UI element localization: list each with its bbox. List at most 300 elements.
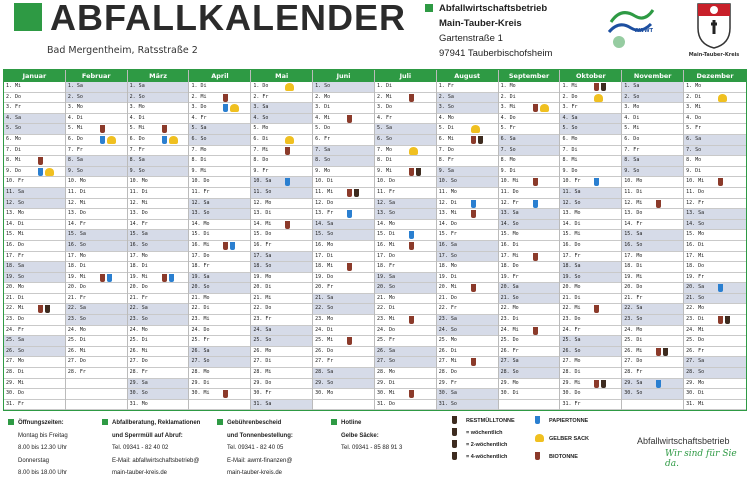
day-label: 11. Mi xyxy=(315,188,334,195)
day-label: 2. So xyxy=(129,93,145,100)
day-cell xyxy=(560,114,621,125)
day-label: 20. Sa xyxy=(686,284,705,291)
day-label: 23. Mi xyxy=(191,316,210,323)
day-label: 10. Mi xyxy=(686,178,705,185)
day-label: 9. Mi xyxy=(191,167,207,174)
day-label: 23. So xyxy=(129,316,148,323)
day-cell xyxy=(189,230,250,241)
day-cell xyxy=(437,389,498,400)
day-cell xyxy=(66,304,127,315)
day-cell xyxy=(375,167,436,178)
day-cell xyxy=(66,103,127,114)
day-label: 12. Do xyxy=(315,199,334,206)
day-label: 12. Di xyxy=(438,199,457,206)
day-cell xyxy=(375,146,436,157)
month-header: August xyxy=(437,70,498,82)
day-cell xyxy=(4,177,65,188)
day-cell xyxy=(128,336,189,347)
day-cell xyxy=(4,357,65,368)
day-cell xyxy=(684,347,746,358)
yellow-sack-icon xyxy=(45,168,54,176)
yellow-sack-icon xyxy=(107,136,116,144)
day-cell xyxy=(684,379,746,390)
day-cell xyxy=(313,315,374,326)
day-label: 11. Fr xyxy=(376,188,396,195)
month-column xyxy=(4,70,66,410)
day-label: 4. Di xyxy=(67,114,83,121)
day-cell xyxy=(128,124,189,135)
fees-email[interactable]: E-Mail: awmt-finanzen@ xyxy=(227,457,293,464)
day-label: 23. Di xyxy=(686,316,705,323)
day-label: 21. Sa xyxy=(315,294,334,301)
month-header: Februar xyxy=(66,70,127,82)
day-label: 18. Di xyxy=(129,263,148,270)
day-cell xyxy=(4,389,65,400)
day-cell xyxy=(622,379,683,390)
day-cell xyxy=(66,241,127,252)
day-label: 19. Fr xyxy=(500,273,519,280)
day-cell xyxy=(4,273,65,284)
day-cell xyxy=(313,283,374,294)
day-cell xyxy=(437,347,498,358)
day-label: 21. Di xyxy=(6,294,25,301)
legend-4weekly xyxy=(452,451,515,463)
day-label: 12. Mi xyxy=(129,199,148,206)
day-label: 15. Sa xyxy=(624,231,643,238)
restmuell-bin-icon xyxy=(452,416,457,424)
day-label: 16. So xyxy=(624,241,643,248)
day-cell xyxy=(251,400,312,411)
day-cell xyxy=(251,188,312,199)
crest-shield-icon xyxy=(694,2,734,50)
day-cell xyxy=(4,124,65,135)
day-cell xyxy=(375,336,436,347)
day-label: 16. Do xyxy=(562,241,581,248)
day-label: 22. Di xyxy=(376,305,396,312)
day-cell xyxy=(684,114,746,125)
day-cell xyxy=(189,326,250,337)
advice-email[interactable]: E-Mail: abfallwirtschaftsbetrieb@ xyxy=(112,457,200,464)
day-cell xyxy=(128,400,189,411)
day-label: 23. Sa xyxy=(438,316,457,323)
day-cell xyxy=(313,304,374,315)
day-label: 11. Do xyxy=(500,188,519,195)
day-cell xyxy=(437,241,498,252)
day-label: 27. Di xyxy=(253,358,272,365)
day-label: 6. Do xyxy=(129,135,145,142)
day-label: 22. Di xyxy=(191,305,210,312)
day-cell xyxy=(499,220,560,231)
day-cell xyxy=(128,230,189,241)
empty-cell xyxy=(66,400,127,410)
day-cell xyxy=(499,357,560,368)
day-label: 24. Do xyxy=(376,326,396,333)
day-label: 19. So xyxy=(6,273,25,280)
fees-email-domain[interactable]: main-tauber-kreis.de xyxy=(227,470,283,476)
day-cell xyxy=(4,294,65,305)
day-label: 11. Di xyxy=(67,188,86,195)
day-cell xyxy=(189,315,250,326)
day-label: 31. So xyxy=(438,400,457,407)
bio-bin-icon xyxy=(100,125,105,133)
day-label: 13. So xyxy=(376,210,396,217)
day-cell xyxy=(313,114,374,125)
advice-line: und Sperrmüll auf Abruf: xyxy=(112,432,183,439)
day-cell xyxy=(4,347,65,358)
day-cell xyxy=(189,209,250,220)
day-cell xyxy=(128,177,189,188)
day-cell xyxy=(499,389,560,400)
day-label: 15. Di xyxy=(376,231,396,238)
day-cell xyxy=(684,209,746,220)
day-label: 2. Mi xyxy=(191,93,207,100)
hotline-phone[interactable]: Tel. 09341 - 85 88 91 3 xyxy=(341,445,403,451)
day-cell xyxy=(66,283,127,294)
day-cell xyxy=(128,389,189,400)
day-cell xyxy=(4,315,65,326)
day-label: 8. Fr xyxy=(438,157,454,164)
day-cell xyxy=(560,368,621,379)
bio-bin-icon xyxy=(409,168,414,176)
day-cell xyxy=(313,230,374,241)
day-cell xyxy=(622,220,683,231)
empty-cell xyxy=(66,389,127,399)
paper-bin-icon xyxy=(656,380,661,388)
bio-bin-icon xyxy=(594,305,599,313)
day-cell xyxy=(66,199,127,210)
day-label: 14. So xyxy=(686,220,705,227)
day-cell xyxy=(251,389,312,400)
day-cell xyxy=(66,368,127,379)
day-label: 28. Di xyxy=(6,369,25,376)
day-label: 17. Mo xyxy=(67,252,86,259)
day-label: 7. So xyxy=(500,146,516,153)
bio-bin-icon xyxy=(285,221,290,229)
day-label: 15. Fr xyxy=(438,231,457,238)
day-label: 17. Mo xyxy=(624,252,643,259)
day-cell xyxy=(437,357,498,368)
hotline-square-icon xyxy=(331,419,337,425)
fees-contact xyxy=(227,417,293,480)
day-label: 17. Do xyxy=(191,252,210,259)
day-cell xyxy=(4,252,65,263)
day-label: 6. Mo xyxy=(6,135,22,142)
day-cell xyxy=(251,156,312,167)
day-label: 2. Do xyxy=(6,93,22,100)
organization-address xyxy=(425,1,595,61)
day-cell xyxy=(375,326,436,337)
month-header: März xyxy=(128,70,189,82)
day-label: 19. Mi xyxy=(67,273,86,280)
day-cell xyxy=(66,294,127,305)
day-cell xyxy=(560,82,621,93)
day-label: 21. Fr xyxy=(129,294,148,301)
day-cell xyxy=(622,146,683,157)
day-label: 3. Do xyxy=(191,104,207,111)
bio-bin-icon xyxy=(471,358,476,366)
day-cell xyxy=(66,156,127,167)
day-label: 3. Mo xyxy=(67,104,83,111)
day-label: 21. Mo xyxy=(376,294,396,301)
org-square-icon xyxy=(425,4,433,12)
day-label: 30. Mo xyxy=(315,390,334,397)
yellow-sack-icon xyxy=(594,94,603,102)
day-cell xyxy=(560,177,621,188)
day-label: 24. Sa xyxy=(253,326,272,333)
day-cell xyxy=(375,347,436,358)
hotline-contact xyxy=(341,417,402,455)
day-cell xyxy=(622,304,683,315)
advice-phone[interactable]: Tel. 09341 - 82 40 02 xyxy=(112,445,169,451)
day-label: 10. Mi xyxy=(500,178,519,185)
day-label: 3. Do xyxy=(376,104,393,111)
day-label: 2. Mi xyxy=(376,93,393,100)
day-label: 26. Di xyxy=(438,347,457,354)
bio-bin-icon xyxy=(718,316,723,324)
day-cell xyxy=(313,188,374,199)
day-cell xyxy=(189,167,250,178)
bio-bin-icon xyxy=(594,380,599,388)
day-cell xyxy=(622,336,683,347)
day-label: 20. So xyxy=(191,284,210,291)
day-cell xyxy=(189,82,250,93)
day-label: 5. Mi xyxy=(67,125,83,132)
day-label: 7. So xyxy=(686,146,702,153)
month-header: Januar xyxy=(4,70,65,82)
day-cell xyxy=(313,241,374,252)
day-label: 24. So xyxy=(438,326,457,333)
day-cell xyxy=(560,209,621,220)
day-cell xyxy=(66,220,127,231)
day-cell xyxy=(499,347,560,358)
day-cell xyxy=(622,252,683,263)
day-label: 1. Di xyxy=(376,83,393,89)
fees-phone[interactable]: Tel. 09341 - 82 40 05 xyxy=(227,445,284,451)
day-cell xyxy=(437,368,498,379)
day-label: 28. Sa xyxy=(315,369,334,376)
day-label: 10. Mo xyxy=(624,178,643,185)
day-cell xyxy=(499,167,560,178)
day-cell xyxy=(684,93,746,104)
paper-bin-icon xyxy=(285,178,290,186)
day-cell xyxy=(560,336,621,347)
org-city: 97941 Tauberbischofsheim xyxy=(439,48,553,59)
day-cell xyxy=(4,82,65,93)
day-label: 12. Fr xyxy=(500,199,519,206)
day-cell xyxy=(189,114,250,125)
day-cell xyxy=(189,199,250,210)
day-cell xyxy=(622,357,683,368)
day-cell xyxy=(437,220,498,231)
bio-bin-icon xyxy=(594,83,599,91)
day-label: 22. Mo xyxy=(686,305,705,312)
day-label: 6. Di xyxy=(253,135,269,142)
day-label: 30. Mi xyxy=(191,390,210,397)
day-cell xyxy=(560,124,621,135)
bio-bin-icon xyxy=(223,242,228,250)
month-header: Juni xyxy=(313,70,374,82)
day-label: 23. Fr xyxy=(253,316,272,323)
day-cell xyxy=(684,177,746,188)
day-label: 3. Fr xyxy=(562,104,578,111)
day-cell xyxy=(4,262,65,273)
day-label: 9. So xyxy=(129,167,145,174)
day-label: 12. Mi xyxy=(624,199,643,206)
day-label: 27. Mo xyxy=(6,358,25,365)
day-label: 7. Sa xyxy=(315,146,331,153)
day-label: 22. Mi xyxy=(562,305,581,312)
day-cell xyxy=(437,188,498,199)
day-label: 16. Sa xyxy=(438,241,457,248)
day-cell xyxy=(4,400,65,411)
hours-title: Öffnungszeiten: xyxy=(18,420,64,426)
day-label: 18. So xyxy=(253,263,272,270)
day-label: 3. Mi xyxy=(500,104,516,111)
awwt-label: AWWT xyxy=(635,28,654,34)
day-cell xyxy=(684,389,746,400)
day-label: 4. Fr xyxy=(191,114,207,121)
day-cell xyxy=(4,368,65,379)
bio-bin-icon xyxy=(347,189,352,197)
day-label: 3. Sa xyxy=(253,104,269,111)
day-cell xyxy=(66,347,127,358)
day-label: 14. Mi xyxy=(253,220,272,227)
day-cell xyxy=(375,114,436,125)
day-cell xyxy=(437,209,498,220)
day-label: 18. Do xyxy=(686,263,705,270)
legend-paper xyxy=(535,415,589,427)
legend-label: GELBER SACK xyxy=(549,436,590,442)
day-label: 25. Sa xyxy=(562,337,581,344)
day-cell xyxy=(375,304,436,315)
day-cell xyxy=(4,241,65,252)
day-label: 1. Sa xyxy=(624,83,640,89)
day-label: 30. So xyxy=(624,390,643,397)
day-cell xyxy=(375,124,436,135)
day-cell xyxy=(684,135,746,146)
day-cell xyxy=(560,146,621,157)
day-label: 5. Mo xyxy=(253,125,269,132)
paper-bin-icon xyxy=(718,284,723,292)
day-label: 27. Do xyxy=(624,358,643,365)
day-cell xyxy=(684,146,746,157)
day-label: 7. Do xyxy=(438,146,454,153)
legend-label: = 2-wöchentlich xyxy=(466,442,508,448)
day-cell xyxy=(437,262,498,273)
day-label: 9. Fr xyxy=(253,167,269,174)
day-cell xyxy=(499,124,560,135)
day-cell xyxy=(251,146,312,157)
day-cell xyxy=(251,347,312,358)
day-label: 12. So xyxy=(562,199,581,206)
day-label: 15. Mo xyxy=(500,231,519,238)
day-label: 17. Mo xyxy=(129,252,148,259)
day-cell xyxy=(622,167,683,178)
day-label: 14. Di xyxy=(6,220,25,227)
day-cell xyxy=(251,135,312,146)
day-label: 21. Fr xyxy=(67,294,86,301)
day-label: 29. Mo xyxy=(500,379,519,386)
day-label: 15. So xyxy=(315,231,334,238)
day-cell xyxy=(189,135,250,146)
day-label: 13. Mo xyxy=(562,210,581,217)
day-cell xyxy=(189,262,250,273)
day-cell xyxy=(560,230,621,241)
yellow-sack-icon xyxy=(471,125,480,133)
day-cell xyxy=(128,103,189,114)
day-label: 7. Di xyxy=(562,146,578,153)
day-label: 4. Fr xyxy=(376,114,393,121)
day-label: 27. So xyxy=(191,358,210,365)
day-cell xyxy=(684,315,746,326)
restmuell-bin-icon xyxy=(725,316,730,324)
day-label: 4. Do xyxy=(500,114,516,121)
day-label: 6. Do xyxy=(624,135,640,142)
day-cell xyxy=(189,379,250,390)
day-cell xyxy=(560,326,621,337)
day-label: 28. So xyxy=(500,369,519,376)
day-label: 30. So xyxy=(129,390,148,397)
day-cell xyxy=(4,156,65,167)
calendar-grid xyxy=(3,69,747,411)
day-cell xyxy=(189,368,250,379)
day-label: 8. Sa xyxy=(624,157,640,164)
day-cell xyxy=(189,347,250,358)
day-label: 21. Mi xyxy=(253,294,272,301)
day-cell xyxy=(437,230,498,241)
day-label: 13. Do xyxy=(624,210,643,217)
day-label: 22. Do xyxy=(253,305,272,312)
day-label: 27. Sa xyxy=(500,358,519,365)
day-cell xyxy=(437,326,498,337)
day-label: 23. Do xyxy=(6,316,25,323)
day-cell xyxy=(313,199,374,210)
day-cell xyxy=(375,273,436,284)
day-cell xyxy=(128,156,189,167)
day-label: 18. Mi xyxy=(315,263,334,270)
day-label: 21. So xyxy=(686,294,705,301)
day-label: 28. Fr xyxy=(624,369,643,376)
day-label: 19. Di xyxy=(438,273,457,280)
day-label: 20. So xyxy=(376,284,396,291)
advice-email-domain[interactable]: main-tauber-kreis.de xyxy=(112,470,168,476)
day-label: 28. Do xyxy=(438,369,457,376)
bio-bin-icon xyxy=(409,94,414,102)
day-cell xyxy=(622,283,683,294)
day-cell xyxy=(437,273,498,284)
day-cell xyxy=(251,368,312,379)
day-cell xyxy=(251,199,312,210)
day-cell xyxy=(499,336,560,347)
day-cell xyxy=(4,283,65,294)
day-label: 27. Sa xyxy=(686,358,705,365)
day-label: 13. Fr xyxy=(315,210,334,217)
day-label: 18. Fr xyxy=(191,263,210,270)
day-cell xyxy=(499,93,560,104)
day-cell xyxy=(684,199,746,210)
awwt-logo xyxy=(601,2,663,54)
day-cell xyxy=(313,347,374,358)
day-label: 14. Fr xyxy=(67,220,86,227)
day-label: 7. Mo xyxy=(191,146,207,153)
day-cell xyxy=(313,167,374,178)
day-label: 7. Fr xyxy=(624,146,640,153)
day-label: 29. Mi xyxy=(6,379,25,386)
brand-name: Abfallwirtschaftsbetrieb xyxy=(637,436,730,446)
month-header: November xyxy=(622,70,683,82)
day-cell xyxy=(684,283,746,294)
day-cell xyxy=(560,220,621,231)
